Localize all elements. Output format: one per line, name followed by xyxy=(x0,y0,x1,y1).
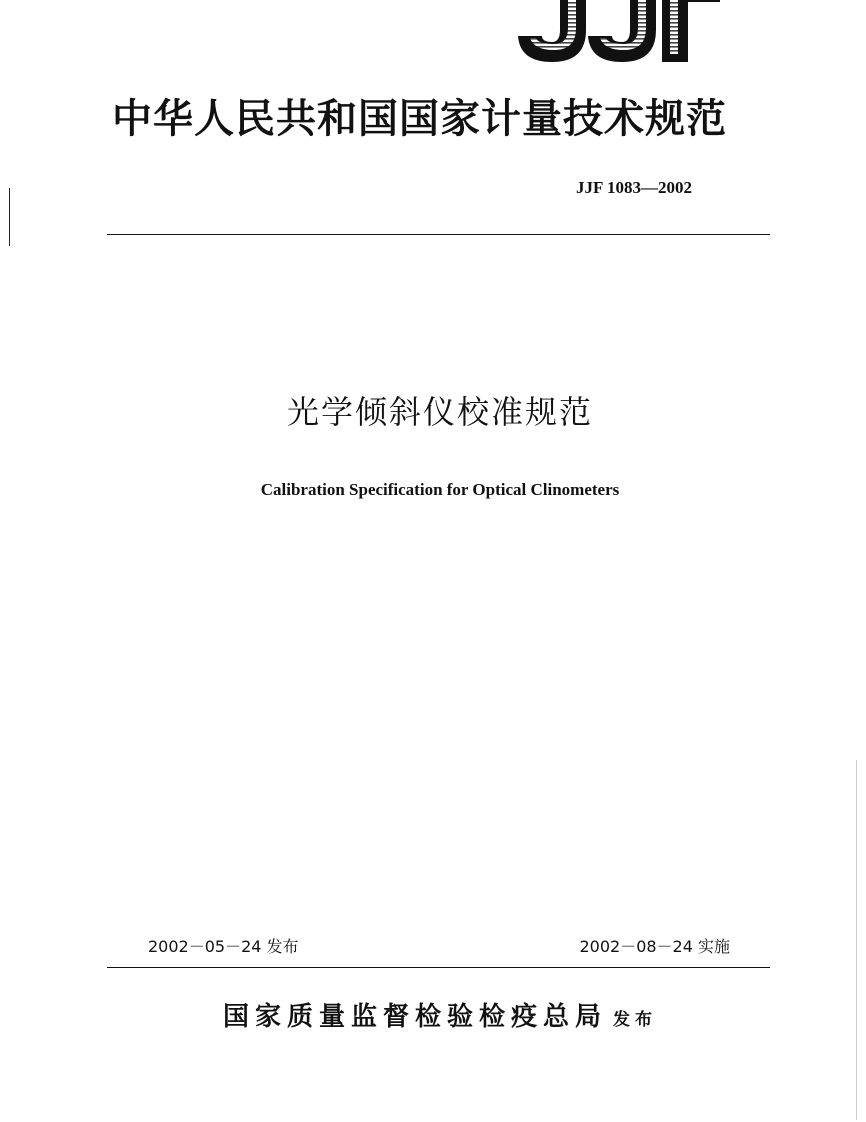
document-title-chinese: 光学倾斜仪校准规范 xyxy=(286,393,593,431)
logo-letter-j2 xyxy=(588,0,656,62)
issuer-line xyxy=(150,996,730,1033)
jjf-logo xyxy=(512,0,730,66)
footer-divider xyxy=(107,967,770,968)
header-divider xyxy=(107,234,770,235)
national-standard-title: 中华人民共和国国家计量技术规范 xyxy=(112,95,727,142)
scan-edge-mark xyxy=(856,760,857,1120)
logo-letter-j1 xyxy=(518,0,586,62)
issuer-suffix: 发布 xyxy=(613,1010,657,1030)
implementation-date: 2002－08－24 实施 xyxy=(579,937,730,956)
scan-edge-mark xyxy=(9,188,10,246)
document-title-english: Calibration Specification for Optical Clinometers xyxy=(260,480,620,499)
issue-date: 2002－05－24 发布 xyxy=(148,937,299,956)
issuer-name: 国家质量监督检验检疫总局 xyxy=(222,1002,607,1032)
logo-letter-f xyxy=(662,0,728,62)
standard-number: JJF 1083—2002 xyxy=(575,178,692,197)
